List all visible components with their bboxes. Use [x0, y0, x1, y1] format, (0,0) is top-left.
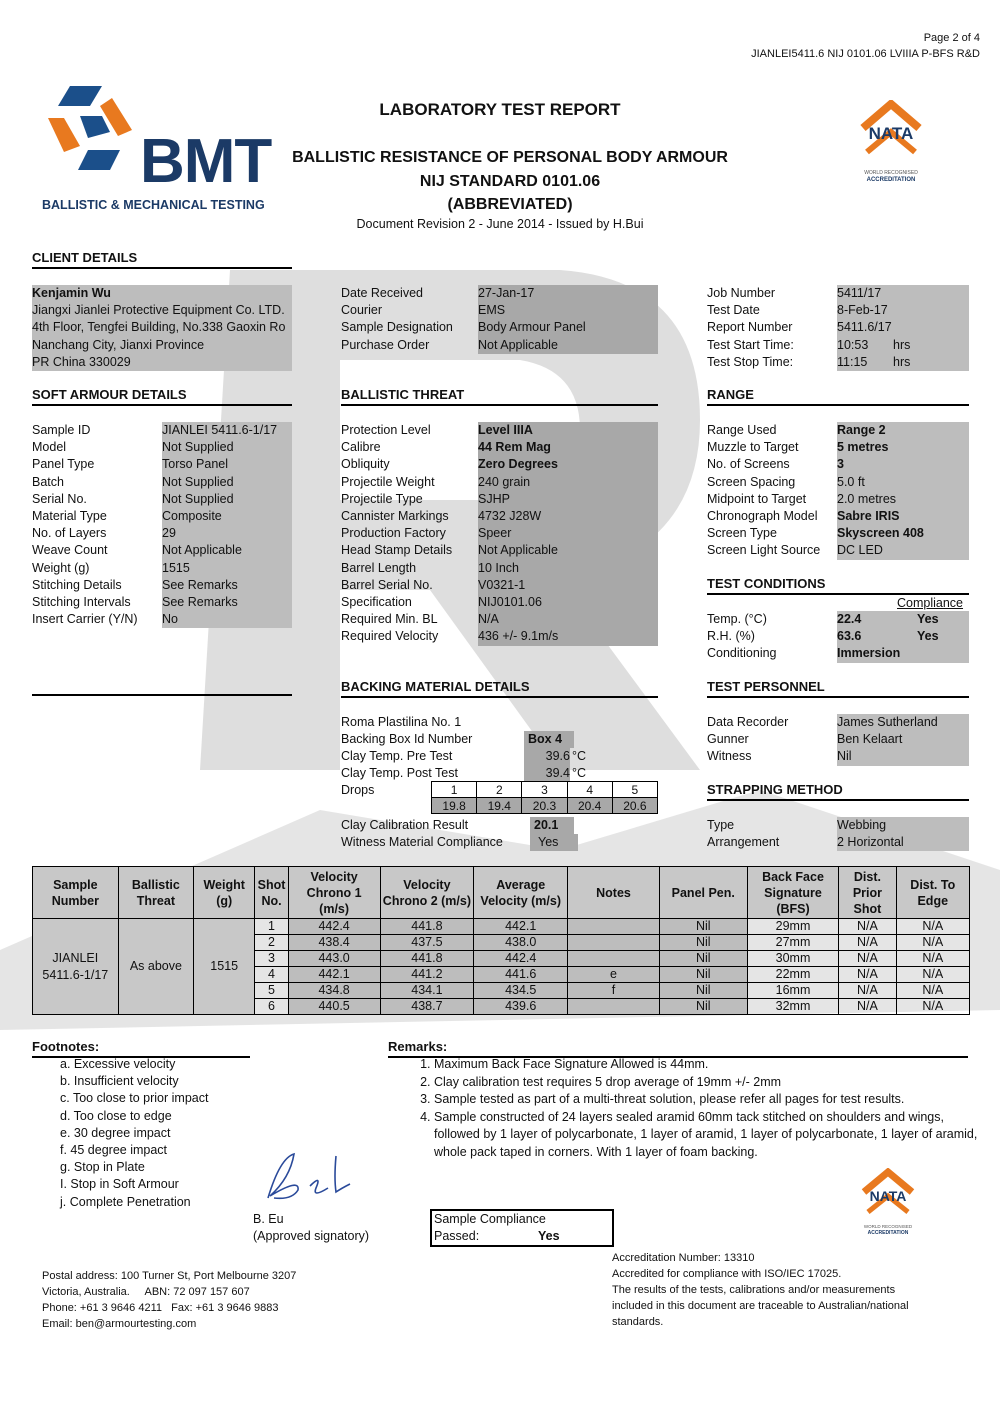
- soft-armour-value: Not Supplied: [162, 474, 234, 489]
- threat-value: 44 Rem Mag: [478, 440, 551, 455]
- threat-label: Specification: [341, 595, 412, 610]
- soft-armour-value: Composite: [162, 509, 222, 524]
- col-header: Velocity Chrono 1 (m/s): [288, 867, 380, 919]
- soft-armour-value: Torso Panel: [162, 457, 229, 472]
- cell: [568, 999, 660, 1015]
- cell: f: [568, 983, 660, 999]
- strapping-label: Arrangement: [707, 835, 780, 850]
- backing-box-label: Backing Box Id Number: [341, 732, 473, 746]
- job-label: Test Date: [707, 303, 760, 318]
- personnel-value: Ben Kelaart: [837, 732, 903, 747]
- cell: 441.8: [380, 919, 474, 935]
- col-header: Panel Pen.: [659, 867, 747, 919]
- nata-wordmark: NATA: [868, 124, 914, 143]
- drop-value: 19.4: [477, 798, 522, 814]
- threat-label: Required Velocity: [341, 629, 439, 644]
- cell: 434.5: [474, 983, 568, 999]
- threat-label: Head Stamp Details: [341, 543, 453, 558]
- address-line: Postal address: 100 Turner St, Port Melbourne 3207: [42, 1270, 297, 1282]
- soft-armour-value: JIANLEI 5411.6-1/17: [162, 423, 278, 437]
- threat-label: Barrel Length: [341, 560, 417, 575]
- cell: 27mm: [747, 935, 839, 951]
- cell: 438.0: [474, 935, 568, 951]
- accreditation-notice: [612, 1250, 909, 1330]
- soft-armour-label: Stitching Intervals: [32, 595, 131, 610]
- cell: 438.4: [288, 935, 380, 951]
- receipt-labels: [341, 285, 453, 354]
- cell: 16mm: [747, 983, 839, 999]
- cell: 6: [255, 999, 288, 1015]
- section-divider: [32, 694, 292, 696]
- page-number: Page 2 of 4: [923, 32, 980, 44]
- job-value: 11:15: [837, 354, 868, 369]
- drop-number: 2: [477, 782, 522, 798]
- cell: N/A: [896, 999, 970, 1015]
- threat-label: Projectile Weight: [341, 474, 435, 489]
- strapping-label: Type: [707, 818, 735, 832]
- range-value: 5 metres: [837, 440, 889, 455]
- receipt-label: Sample Designation: [341, 320, 453, 335]
- soft-armour-label: Batch: [32, 474, 64, 489]
- cell: N/A: [839, 983, 896, 999]
- range-value: Range 2: [837, 423, 886, 437]
- personnel-values: [837, 714, 969, 766]
- cell: 442.4: [474, 951, 568, 967]
- cell: 434.8: [288, 983, 380, 999]
- cell: N/A: [839, 951, 896, 967]
- range-label: Range Used: [707, 423, 777, 437]
- condition-label: R.H. (%): [707, 629, 755, 644]
- footnote-item: I. Stop in Soft Armour: [60, 1177, 179, 1192]
- document-reference: JIANLEI5411.6 NIJ 0101.06 LVIIIA P-BFS R&D: [751, 48, 980, 60]
- footnote-item: g. Stop in Plate: [60, 1160, 145, 1175]
- job-label: Job Number: [707, 286, 776, 300]
- soft-armour-label: Serial No.: [32, 491, 87, 506]
- threat-label: Projectile Type: [341, 491, 423, 506]
- threat-value: 436 +/- 9.1m/s: [478, 629, 559, 644]
- soft-armour-label: Panel Type: [32, 457, 95, 472]
- condition-compliance: Yes: [917, 629, 939, 644]
- range-value: Skyscreen 408: [837, 526, 924, 541]
- personnel-label: Gunner: [707, 732, 749, 747]
- passed-label: Passed:: [434, 1229, 480, 1244]
- soft-armour-labels: [32, 422, 138, 628]
- backing-material-name: Roma Plastilina No. 1: [341, 715, 462, 729]
- receipt-label: Purchase Order: [341, 337, 430, 352]
- personnel-value: James Sutherland: [837, 715, 938, 729]
- cell: N/A: [896, 983, 970, 999]
- soft-armour-value: No: [162, 612, 178, 627]
- accreditation-line: The results of the tests, calibrations and/or measurements: [612, 1284, 896, 1296]
- col-header: Notes: [568, 867, 660, 919]
- client-details-block: [32, 285, 292, 371]
- cell: N/A: [896, 935, 970, 951]
- drop-number: 5: [612, 782, 657, 798]
- col-header: Back Face Signature (BFS): [747, 867, 839, 919]
- cell: 2: [255, 935, 288, 951]
- range-value: 2.0 metres: [837, 491, 897, 506]
- soft-armour-heading: SOFT ARMOUR DETAILS: [32, 387, 292, 406]
- report-subtitle-2: NIJ STANDARD 0101.06: [419, 173, 601, 190]
- condition-value: 63.6: [837, 629, 862, 644]
- cell: 22mm: [747, 967, 839, 983]
- passed-value: Yes: [538, 1229, 560, 1244]
- drop-value: 20.4: [567, 798, 612, 814]
- range-label: Screen Light Source: [707, 543, 821, 558]
- range-label: Screen Type: [707, 526, 777, 541]
- receipt-value: 27-Jan-17: [478, 286, 535, 300]
- threat-value: 240 grain: [478, 474, 531, 489]
- threat-label: Required Min. BL: [341, 612, 438, 627]
- footnote-item: f. 45 degree impact: [60, 1143, 168, 1158]
- nata-logo: [855, 100, 927, 190]
- sample-number-cell: JIANLEI 5411.6-1/17: [33, 919, 119, 1015]
- bmt-tagline: BALLISTIC & MECHANICAL TESTING: [42, 198, 265, 212]
- compliance-label: Sample Compliance: [434, 1212, 546, 1226]
- cell: N/A: [839, 999, 896, 1015]
- threat-label: Cannister Markings: [341, 509, 449, 524]
- receipt-value: Body Armour Panel: [478, 320, 586, 335]
- condition-compliance: Yes: [917, 612, 939, 626]
- threat-value: Speer: [478, 526, 512, 541]
- job-labels: [707, 285, 794, 371]
- threat-value: N/A: [478, 612, 499, 627]
- footnotes-heading: Footnotes:: [32, 1039, 250, 1058]
- threat-value: Level IIIA: [478, 423, 533, 437]
- threat-value: NIJ0101.06: [478, 595, 542, 610]
- test-conditions-heading: TEST CONDITIONS: [707, 576, 969, 595]
- footnote-item: c. Too close to prior impact: [60, 1091, 209, 1106]
- clay-post-unit: °C: [572, 766, 587, 780]
- cell: 32mm: [747, 999, 839, 1015]
- remark-item: 4. Sample constructed of 24 layers sealed aramid 60mm tack stitched on shoulders and wings, followed by 1 layer of polycarbonate, 1 layer of aramid, 1 layer of polycarbonate, 1 layer of aramid, whole pack taped in corners. With 1 layer of foam backing.: [434, 1109, 984, 1162]
- remark-item: 1. Maximum Back Face Signature Allowed is 44mm.: [434, 1056, 984, 1074]
- bmt-wordmark: BMT: [140, 127, 272, 196]
- col-header: Average Velocity (m/s): [474, 867, 568, 919]
- condition-value: Immersion: [837, 646, 901, 661]
- cell: Nil: [659, 951, 747, 967]
- client-address-2: Nanchang City, Jianxi Province: [32, 337, 205, 352]
- remark-item: 2. Clay calibration test requires 5 drop average of 19mm +/- 2mm: [434, 1074, 984, 1092]
- cell: N/A: [839, 935, 896, 951]
- range-label: Screen Spacing: [707, 474, 796, 489]
- address-line: Victoria, Australia. ABN: 72 097 157 607: [42, 1286, 250, 1298]
- soft-armour-values: [162, 422, 292, 628]
- footnote-item: d. Too close to edge: [60, 1108, 172, 1123]
- soft-armour-label: No. of Layers: [32, 526, 107, 541]
- cell: 443.0: [288, 951, 380, 967]
- accreditation-line: included in this document are traceable to Australian/national: [612, 1300, 909, 1312]
- footnote-item: b. Insufficient velocity: [60, 1074, 179, 1089]
- range-value: 5.0 ft: [837, 474, 865, 489]
- condition-label: Temp. (°C): [707, 612, 767, 626]
- signatory-name: B. Eu: [253, 1212, 284, 1226]
- cell: 442.4: [288, 919, 380, 935]
- witness-compliance-value: Yes: [530, 834, 578, 851]
- remark-item: 3. Sample tested as part of a multi-threat solution, please refer all pages for test results.: [434, 1091, 984, 1109]
- cell: 441.2: [380, 967, 474, 983]
- col-header: Ballistic Threat: [118, 867, 193, 919]
- threat-value: V0321-1: [478, 577, 526, 592]
- soft-armour-value: See Remarks: [162, 595, 238, 610]
- cell: 1: [255, 919, 288, 935]
- strapping-value: 2 Horizontal: [837, 835, 904, 850]
- cell: 442.1: [288, 967, 380, 983]
- drops-label: Drops: [341, 783, 375, 797]
- range-label: Midpoint to Target: [707, 491, 807, 506]
- col-header: Velocity Chrono 2 (m/s): [380, 867, 474, 919]
- receipt-values: [478, 285, 658, 354]
- cell: 30mm: [747, 951, 839, 967]
- threat-value: 10 Inch: [478, 560, 520, 575]
- personnel-label: Data Recorder: [707, 715, 789, 729]
- cell: 442.1: [474, 919, 568, 935]
- cell: 439.6: [474, 999, 568, 1015]
- signature-image: [250, 1148, 370, 1208]
- personnel-value: Nil: [837, 749, 852, 764]
- drop-value: 20.6: [612, 798, 657, 814]
- conditions-labels: [707, 611, 777, 663]
- strapping-method-heading: STRAPPING METHOD: [707, 782, 969, 801]
- soft-armour-label: Insert Carrier (Y/N): [32, 612, 138, 627]
- clay-pre-label: Clay Temp. Pre Test: [341, 749, 453, 763]
- job-value: 10:53: [837, 337, 869, 352]
- client-address-1: 4th Floor, Tengfei Building, No.338 Gaoxin Ro: [32, 320, 286, 335]
- cell: N/A: [896, 967, 970, 983]
- range-label: No. of Screens: [707, 457, 790, 472]
- report-subtitle-3: (ABBREVIATED): [447, 196, 573, 213]
- job-label: Test Start Time:: [707, 337, 794, 352]
- cell: Nil: [659, 999, 747, 1015]
- personnel-labels: [707, 714, 788, 766]
- cell: Nil: [659, 983, 747, 999]
- ballistic-threat-cell: As above: [118, 919, 193, 1015]
- client-name: Kenjamin Wu: [32, 286, 111, 300]
- cell: 5: [255, 983, 288, 999]
- cell: Nil: [659, 935, 747, 951]
- page-header: [751, 30, 980, 62]
- range-value: Sabre IRIS: [837, 509, 900, 524]
- table-row: [33, 919, 970, 935]
- cell: [568, 935, 660, 951]
- col-header: Weight (g): [194, 867, 255, 919]
- receipt-label: Date Received: [341, 286, 423, 300]
- threat-value: SJHP: [478, 491, 510, 506]
- receipt-value: EMS: [478, 303, 506, 318]
- threat-value: 4732 J28W: [478, 509, 542, 524]
- personnel-label: Witness: [707, 749, 752, 764]
- soft-armour-value: 29: [162, 526, 176, 541]
- cell: 441.6: [474, 967, 568, 983]
- conditions-values: [837, 611, 969, 663]
- cell: 29mm: [747, 919, 839, 935]
- soft-armour-label: Weight (g): [32, 560, 90, 575]
- footnote-item: e. 30 degree impact: [60, 1125, 171, 1140]
- soft-armour-value: See Remarks: [162, 577, 238, 592]
- cell: Nil: [659, 967, 747, 983]
- cell: 438.7: [380, 999, 474, 1015]
- condition-label: Conditioning: [707, 646, 777, 661]
- job-value: 5411.6/17: [837, 320, 892, 335]
- nata-logo-bottom: [858, 1168, 918, 1240]
- weight-cell: 1515: [194, 919, 255, 1015]
- nata-line1: WORLD RECOGNISED: [863, 1224, 913, 1229]
- calibration-value: 20.1: [530, 817, 574, 834]
- soft-armour-label: Material Type: [32, 509, 107, 524]
- cell: N/A: [896, 919, 970, 935]
- backing-box-value: Box 4: [524, 731, 574, 748]
- client-company: Jiangxi Jianlei Protective Equipment Co. LTD.: [32, 303, 285, 318]
- remarks-heading: Remarks:: [388, 1039, 968, 1058]
- document-revision: Document Revision 2 - June 2014 - Issued by H.Bui: [356, 217, 644, 231]
- cell: [568, 951, 660, 967]
- receipt-label: Courier: [341, 303, 382, 318]
- soft-armour-value: Not Supplied: [162, 491, 234, 506]
- soft-armour-label: Model: [32, 440, 67, 455]
- clay-post-value: 39.4: [524, 765, 570, 782]
- signatory-role: (Approved signatory): [253, 1229, 370, 1243]
- footnotes-list: [60, 1056, 208, 1211]
- threat-labels: [341, 422, 452, 646]
- soft-armour-value: 1515: [162, 560, 190, 575]
- cell: N/A: [839, 919, 896, 935]
- threat-label: Obliquity: [341, 457, 390, 472]
- range-label: Chronograph Model: [707, 509, 818, 524]
- cell: 4: [255, 967, 288, 983]
- job-value: 8-Feb-17: [837, 303, 888, 318]
- threat-label: Barrel Serial No.: [341, 577, 433, 592]
- cell: 440.5: [288, 999, 380, 1015]
- cell: N/A: [839, 967, 896, 983]
- strapping-labels: [707, 817, 779, 851]
- cell: 3: [255, 951, 288, 967]
- cell: [568, 919, 660, 935]
- threat-values: [478, 422, 658, 646]
- nata-line2: ACCREDITATION: [866, 177, 916, 183]
- clay-pre-unit: °C: [572, 749, 587, 763]
- report-title: LABORATORY TEST REPORT: [379, 100, 621, 119]
- range-value: DC LED: [837, 543, 883, 558]
- condition-value: 22.4: [837, 612, 862, 626]
- soft-armour-label: Stitching Details: [32, 577, 122, 592]
- job-value: 5411/17: [837, 286, 882, 300]
- cell: 434.1: [380, 983, 474, 999]
- postal-address: [42, 1268, 296, 1332]
- witness-compliance-label: Witness Material Compliance: [341, 835, 503, 849]
- soft-armour-label: Sample ID: [32, 423, 91, 437]
- cell: N/A: [896, 951, 970, 967]
- backing-material-heading: BACKING MATERIAL DETAILS: [341, 679, 658, 698]
- remarks-list: [416, 1056, 984, 1161]
- nata-line1: WORLD RECOGNISED: [864, 170, 918, 176]
- cell: 437.5: [380, 935, 474, 951]
- address-line: Phone: +61 3 9646 4211 Fax: +61 3 9646 9883: [42, 1302, 279, 1314]
- soft-armour-value: Not Supplied: [162, 440, 234, 455]
- clay-pre-value: 39.6: [524, 748, 570, 765]
- footnote-item: a. Excessive velocity: [60, 1057, 176, 1071]
- strapping-values: [837, 817, 969, 851]
- threat-value: Zero Degrees: [478, 457, 558, 472]
- drop-value: 20.3: [522, 798, 567, 814]
- job-unit: hrs: [893, 337, 911, 352]
- drop-number: 1: [432, 782, 477, 798]
- nata-wordmark: NATA: [869, 1188, 907, 1204]
- results-table: [32, 866, 970, 1015]
- col-header: Dist. Prior Shot: [839, 867, 896, 919]
- compliance-column-label: Compliance: [897, 596, 964, 610]
- job-label: Report Number: [707, 320, 793, 335]
- threat-label: Protection Level: [341, 423, 431, 437]
- ballistic-threat-heading: BALLISTIC THREAT: [341, 387, 658, 406]
- threat-value: Not Applicable: [478, 543, 558, 558]
- job-label: Test Stop Time:: [707, 354, 794, 369]
- col-header: Shot No.: [255, 867, 288, 919]
- range-label: Muzzle to Target: [707, 440, 799, 455]
- drop-value: 19.8: [432, 798, 477, 814]
- col-header: Sample Number: [33, 867, 119, 919]
- cell: 441.8: [380, 951, 474, 967]
- footnote-item: j. Complete Penetration: [60, 1194, 191, 1209]
- accreditation-line: Accredited for compliance with ISO/IEC 17025.: [612, 1268, 842, 1280]
- sample-compliance-box: [430, 1209, 614, 1247]
- nata-line2: ACCREDITATION: [867, 1230, 909, 1236]
- threat-label: Calibre: [341, 440, 381, 455]
- range-heading: RANGE: [707, 387, 969, 406]
- range-value: 3: [837, 457, 844, 472]
- soft-armour-value: Not Applicable: [162, 543, 242, 558]
- soft-armour-label: Weave Count: [32, 543, 108, 558]
- receipt-value: Not Applicable: [478, 337, 558, 352]
- drop-number: 4: [567, 782, 612, 798]
- job-unit: hrs: [893, 354, 911, 369]
- range-labels: [707, 422, 820, 560]
- strapping-value: Webbing: [837, 818, 887, 832]
- client-address-3: PR China 330029: [32, 354, 131, 369]
- calibration-label: Clay Calibration Result: [341, 818, 469, 832]
- range-values: [837, 422, 969, 560]
- report-subtitle-1: BALLISTIC RESISTANCE OF PERSONAL BODY ARMOUR: [292, 149, 728, 166]
- client-details-heading: CLIENT DETAILS: [32, 250, 292, 269]
- cell: e: [568, 967, 660, 983]
- accreditation-line: Accreditation Number: 13310: [612, 1252, 755, 1264]
- clay-post-label: Clay Temp. Post Test: [341, 766, 458, 780]
- drop-number: 3: [522, 782, 567, 798]
- job-values: [837, 285, 969, 371]
- test-personnel-heading: TEST PERSONNEL: [707, 679, 969, 698]
- accreditation-line: standards.: [612, 1316, 664, 1328]
- drops-table: [431, 781, 658, 814]
- cell: Nil: [659, 919, 747, 935]
- address-line: Email: ben@armourtesting.com: [42, 1318, 197, 1330]
- col-header: Dist. To Edge: [896, 867, 970, 919]
- threat-label: Production Factory: [341, 526, 446, 541]
